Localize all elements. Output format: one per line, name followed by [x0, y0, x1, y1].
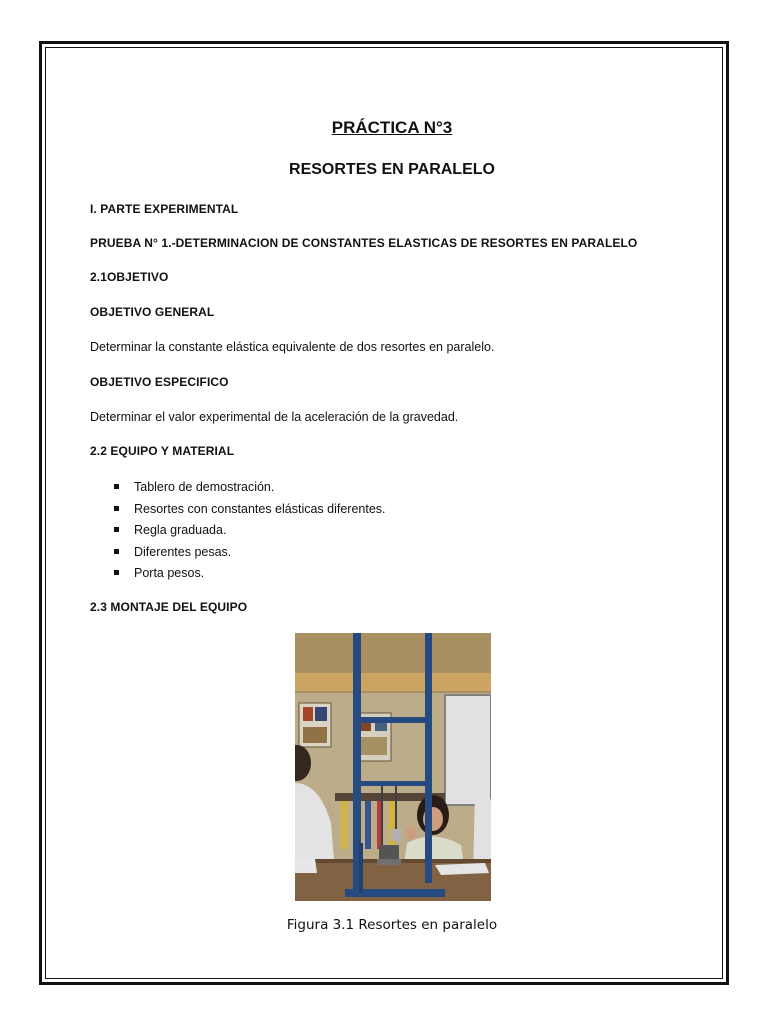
list-item: Diferentes pesas. [114, 543, 386, 565]
section-heading-prueba: PRUEBA N° 1.-DETERMINACION DE CONSTANTES ELASTICAS DE RESORTES EN PARALELO [90, 236, 638, 250]
equipment-photo [295, 633, 491, 901]
list-item: Porta pesos. [114, 564, 386, 586]
paragraph-objetivo-general: Determinar la constante elástica equivalente de dos resortes en paralelo. [90, 340, 495, 354]
figure-caption: Figura 3.1 Resortes en paralelo [286, 917, 498, 933]
section-heading-equipo: 2.2 EQUIPO Y MATERIAL [90, 444, 235, 458]
list-item: Regla graduada. [114, 521, 386, 543]
document-title: PRÁCTICA N°3 [331, 118, 453, 137]
section-heading-montaje: 2.3 MONTAJE DEL EQUIPO [90, 600, 248, 614]
list-item: Resortes con constantes elásticas diferentes. [114, 500, 386, 522]
heading-objetivo-general: OBJETIVO GENERAL [90, 305, 215, 319]
heading-objetivo-especifico: OBJETIVO ESPECIFICO [90, 375, 229, 389]
paragraph-objetivo-especifico: Determinar el valor experimental de la aceleración de la gravedad. [90, 410, 459, 424]
section-heading-objetivo: 2.1OBJETIVO [90, 270, 169, 284]
document-subtitle: RESORTES EN PARALELO [289, 161, 495, 178]
section-heading-parte-experimental: I. PARTE EXPERIMENTAL [90, 202, 239, 216]
list-item: Tablero de demostración. [114, 478, 386, 500]
equipment-list [114, 478, 386, 586]
